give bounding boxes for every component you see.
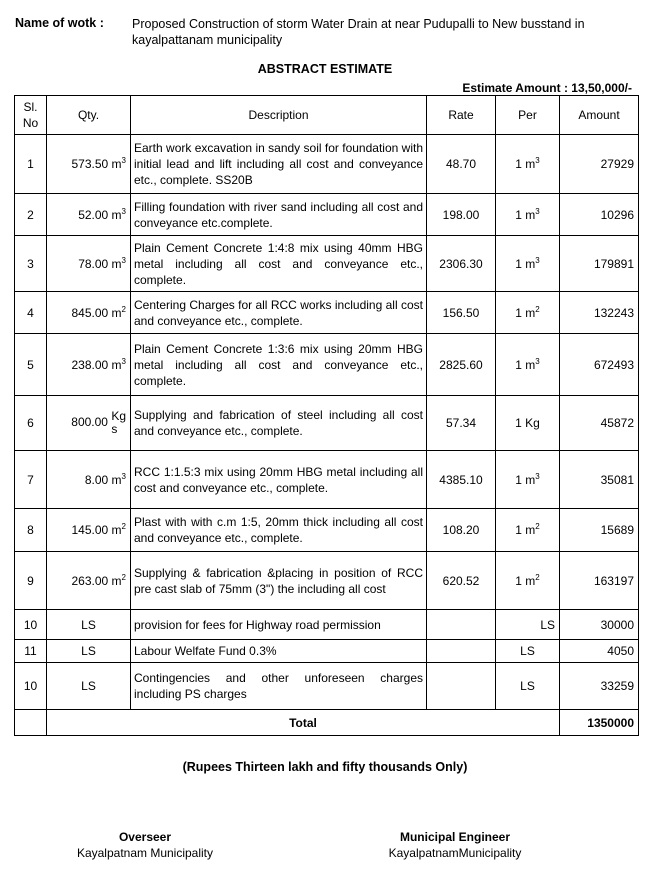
column-header-rate: Rate [427, 96, 496, 135]
cell-description: Plain Cement Concrete 1:3:6 mix using 20mm HBG metal including all cost and conveyance etc., complete. [131, 334, 427, 396]
total-label: Total [47, 710, 560, 736]
table-row [15, 194, 639, 236]
signature-engineer [355, 829, 555, 861]
cell-sl: 7 [15, 451, 47, 509]
cell-rate: 620.52 [427, 552, 496, 610]
cell-sl: 5 [15, 334, 47, 396]
cell-per: LS [496, 663, 560, 710]
cell-description: Filling foundation with river sand including all cost and conveyance etc.complete. [131, 194, 427, 236]
cell-per: 1 $m^2$ [496, 292, 560, 334]
amount-in-words: (Rupees Thirteen lakh and fifty thousands Only) [182, 760, 468, 774]
cell-per: 1 $m^3$ [496, 451, 560, 509]
cell-amount: 45872 [560, 396, 639, 451]
signature-org: Kayalpatnam Municipality [76, 846, 214, 860]
table-header-row [15, 96, 639, 135]
cell-sl: 10 [15, 663, 47, 710]
table-row [15, 610, 639, 640]
cell-sl: 1 [15, 135, 47, 194]
table-row [15, 334, 639, 396]
cell-description: Centering Charges for all RCC works including all cost and conveyance etc., complete. [131, 292, 427, 334]
column-header-amount: Amount [560, 96, 639, 135]
table-row [15, 135, 639, 194]
table-row [15, 236, 639, 292]
cell-qty: 573.50 $m^3$ [47, 135, 131, 194]
cell-amount: 35081 [560, 451, 639, 509]
total-row [15, 710, 639, 736]
cell-qty: 52.00 $m^3$ [47, 194, 131, 236]
cell-description: Labour Welfate Fund 0.3% [131, 640, 427, 663]
cell-description: provision for fees for Highway road permission [131, 610, 427, 640]
table-row [15, 396, 639, 451]
estimate-table [14, 95, 639, 736]
cell-rate: 57.34 [427, 396, 496, 451]
cell-qty: 845.00 $m^2$ [47, 292, 131, 334]
table-row [15, 509, 639, 552]
cell-amount: 33259 [560, 663, 639, 710]
cell-description: Plain Cement Concrete 1:4:8 mix using 40mm HBG metal including all cost and conveyance etc., complete. [131, 236, 427, 292]
cell-amount: 179891 [560, 236, 639, 292]
table-row [15, 640, 639, 663]
cell-sl: 4 [15, 292, 47, 334]
cell-amount: 10296 [560, 194, 639, 236]
cell-rate [427, 640, 496, 663]
page-title: ABSTRACT ESTIMATE [257, 62, 393, 76]
cell-amount: 15689 [560, 509, 639, 552]
cell-per: 1 $m^3$ [496, 334, 560, 396]
cell-rate: 198.00 [427, 194, 496, 236]
cell-rate: 2825.60 [427, 334, 496, 396]
cell-per: 1 $m^3$ [496, 135, 560, 194]
table-row [15, 552, 639, 610]
table-row [15, 451, 639, 509]
cell-sl: 11 [15, 640, 47, 663]
cell-description: Supplying & fabrication &placing in position of RCC pre cast slab of 75mm (3") the including all cost [131, 552, 427, 610]
signature-overseer [45, 829, 245, 861]
cell-qty: LS [47, 640, 131, 663]
cell-per: 1 $m^2$ [496, 509, 560, 552]
estimate-amount: Estimate Amount : 13,50,000/- [462, 81, 632, 95]
cell-amount: 163197 [560, 552, 639, 610]
cell-qty: 8.00 $m^3$ [47, 451, 131, 509]
cell-sl: 9 [15, 552, 47, 610]
cell-amount: 30000 [560, 610, 639, 640]
cell-qty: 145.00 $m^2$ [47, 509, 131, 552]
cell-description: Supplying and fabrication of steel including all cost and conveyance etc., complete. [131, 396, 427, 451]
cell-sl: 3 [15, 236, 47, 292]
cell-amount: 672493 [560, 334, 639, 396]
cell-per: 1 Kg [496, 396, 560, 451]
cell-empty [15, 710, 47, 736]
cell-rate: 48.70 [427, 135, 496, 194]
cell-rate: 4385.10 [427, 451, 496, 509]
cell-qty: 78.00 $m^3$ [47, 236, 131, 292]
cell-rate: 2306.30 [427, 236, 496, 292]
cell-description: Plast with with c.m 1:5, 20mm thick including all cost and conveyance etc., complete. [131, 509, 427, 552]
cell-amount: 27929 [560, 135, 639, 194]
cell-qty: 238.00 $m^3$ [47, 334, 131, 396]
cell-per: LS [496, 640, 560, 663]
cell-qty: 263.00 $m^2$ [47, 552, 131, 610]
cell-sl: 2 [15, 194, 47, 236]
cell-qty: 800.00 Kg s [47, 396, 131, 451]
cell-description: Contingencies and other unforeseen charges including PS charges [131, 663, 427, 710]
table-row [15, 663, 639, 710]
cell-rate [427, 610, 496, 640]
cell-rate [427, 663, 496, 710]
cell-amount: 4050 [560, 640, 639, 663]
cell-amount: 132243 [560, 292, 639, 334]
signature-org: KayalpatnamMunicipality [388, 846, 522, 860]
work-name-value: Proposed Construction of storm Water Drain at near Pudupalli to New busstand in kayalpattanam municipality [132, 17, 585, 47]
column-header-sl: Sl. No [15, 96, 47, 135]
total-amount: 1350000 [560, 710, 639, 736]
table-row [15, 292, 639, 334]
cell-sl: 8 [15, 509, 47, 552]
cell-description: Earth work excavation in sandy soil for foundation with initial lead and lift including all cost and conveyance etc., complete. SS20B [131, 135, 427, 194]
column-header-description: Description [131, 96, 427, 135]
cell-rate: 156.50 [427, 292, 496, 334]
cell-sl: 6 [15, 396, 47, 451]
work-name-label: Name of wotk : [15, 16, 104, 30]
cell-rate: 108.20 [427, 509, 496, 552]
signature-title: Municipal Engineer [399, 830, 510, 844]
cell-per: LS [496, 610, 560, 640]
column-header-qty: Qty. [47, 96, 131, 135]
cell-per: 1 $m^3$ [496, 194, 560, 236]
column-header-per: Per [496, 96, 560, 135]
signature-title: Overseer [118, 830, 172, 844]
cell-qty: LS [47, 663, 131, 710]
cell-per: 1 $m^3$ [496, 236, 560, 292]
cell-sl: 10 [15, 610, 47, 640]
cell-per: 1 $m^2$ [496, 552, 560, 610]
cell-qty: LS [47, 610, 131, 640]
cell-description: RCC 1:1.5:3 mix using 20mm HBG metal including all cost and conveyance etc., complete. [131, 451, 427, 509]
